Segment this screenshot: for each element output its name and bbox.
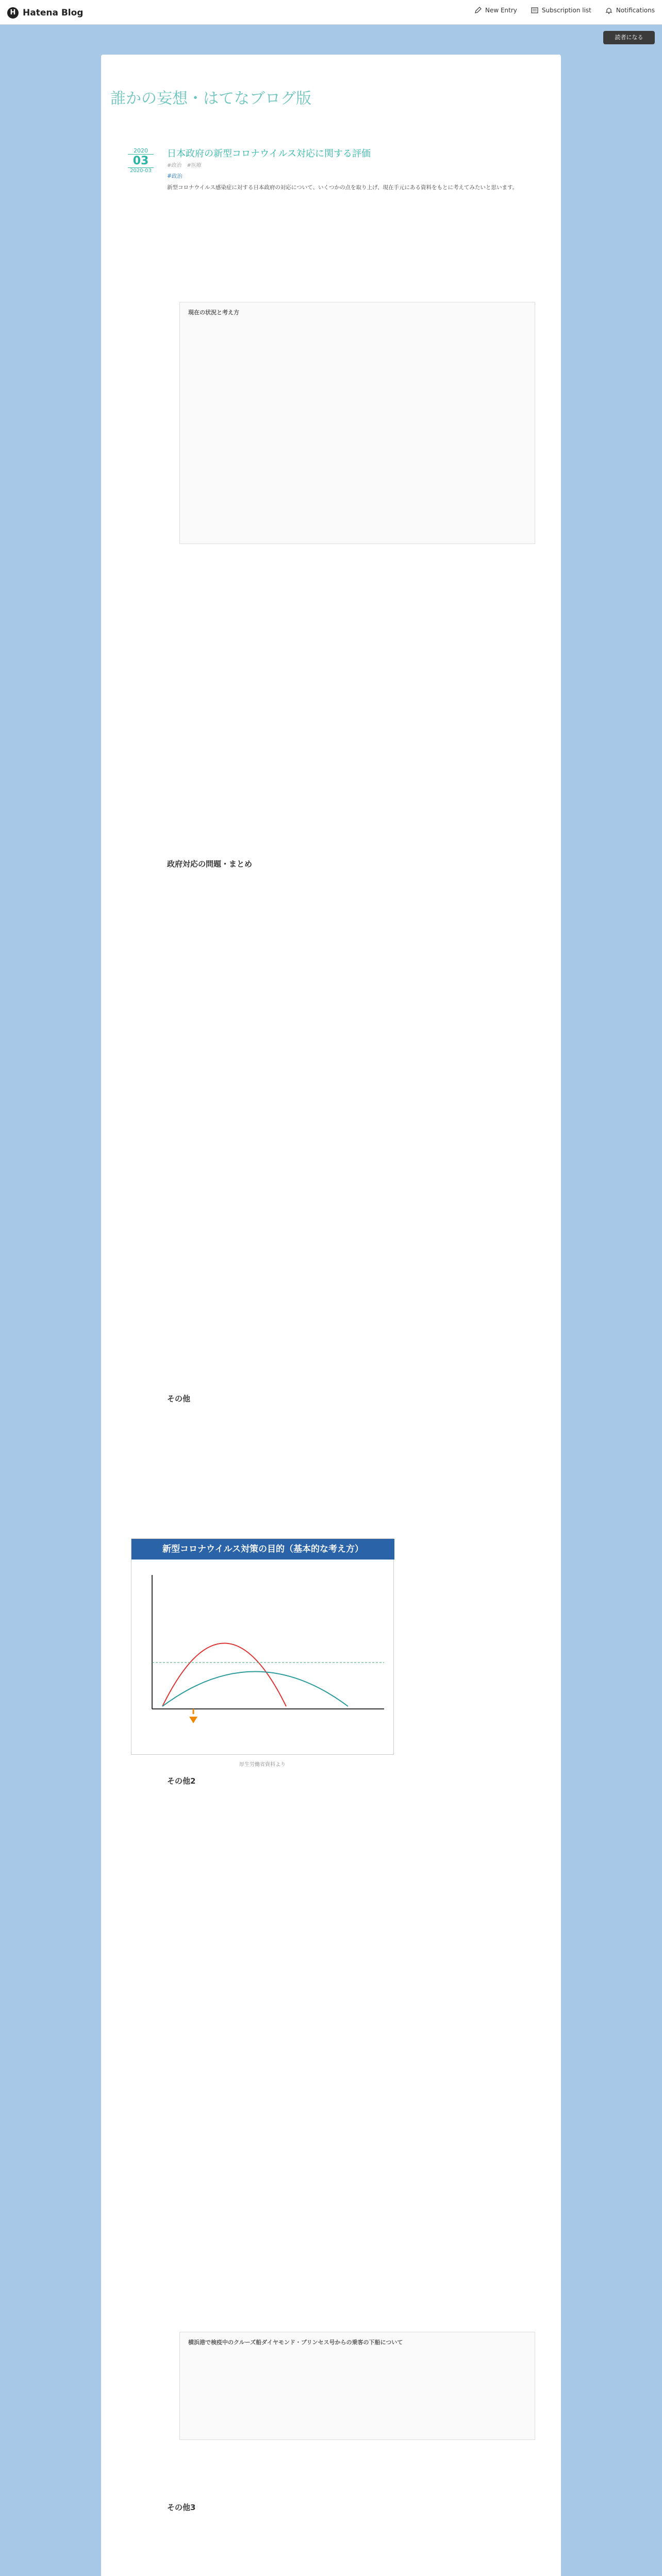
- notifications-link[interactable]: [605, 6, 655, 14]
- section-heading-other: その他: [167, 1394, 191, 1403]
- subscription-list-link[interactable]: [531, 6, 591, 14]
- logo-text: Hatena Blog: [23, 8, 84, 18]
- policy-figure: [131, 1538, 394, 1755]
- subscribe-button[interactable]: 読者になる: [603, 31, 655, 44]
- new-entry-link[interactable]: [474, 6, 517, 14]
- top-nav: [474, 6, 655, 14]
- epidemic-curve-diagram: [131, 1560, 394, 1755]
- date-day: 03: [128, 154, 154, 168]
- pencil-icon: [474, 6, 482, 14]
- hatena-logo-icon: H: [7, 7, 19, 19]
- post-tag-line: [167, 172, 549, 181]
- post-title[interactable]: 日本政府の新型コロナウイルス対応に関する評価: [167, 148, 371, 159]
- blog-content-area: [101, 55, 561, 2576]
- tag-link[interactable]: #政治: [167, 173, 183, 179]
- figure-caption: 厚生労働省資料より: [239, 1762, 286, 1768]
- date-month: 2020-03: [130, 168, 152, 174]
- figure-title: 新型コロナウイルス対策の目的（基本的な考え方）: [131, 1539, 394, 1560]
- subscription-list-label: Subscription list: [541, 7, 591, 14]
- new-entry-label: New Entry: [485, 7, 517, 14]
- post-categories[interactable]: #政治 #医療: [167, 163, 202, 168]
- list-icon: [531, 6, 539, 14]
- quote-box-cruise-ship: [179, 2332, 535, 2440]
- date-year: 2020: [134, 147, 148, 154]
- section-heading-other3: その他3: [167, 2503, 196, 2512]
- hatena-blog-logo[interactable]: [7, 6, 83, 20]
- blog-title[interactable]: 誰かの妄想・はてなブログ版: [110, 90, 311, 108]
- top-navigation-bar: [0, 0, 662, 25]
- notifications-label: Notifications: [616, 7, 655, 14]
- quote-box-current-situation: [179, 302, 535, 544]
- section-heading-other2: その他2: [167, 1776, 196, 1786]
- summary-heading: 政府対応の問題・まとめ: [167, 859, 253, 869]
- post-date[interactable]: [128, 147, 154, 174]
- box-title: 現在の状況と考え方: [188, 309, 239, 316]
- intro-paragraph: 新型コロナウイルス感染症に対する日本政府の対応について、いくつかの点を取り上げ、現在手元にある資料をもとに考えてみたいと思います。: [167, 184, 518, 191]
- bell-icon: [605, 6, 613, 14]
- box-title-cruise: 横浜港で検疫中のクルーズ船ダイヤモンド・プリンセス号からの乗客の下船について: [188, 2339, 403, 2346]
